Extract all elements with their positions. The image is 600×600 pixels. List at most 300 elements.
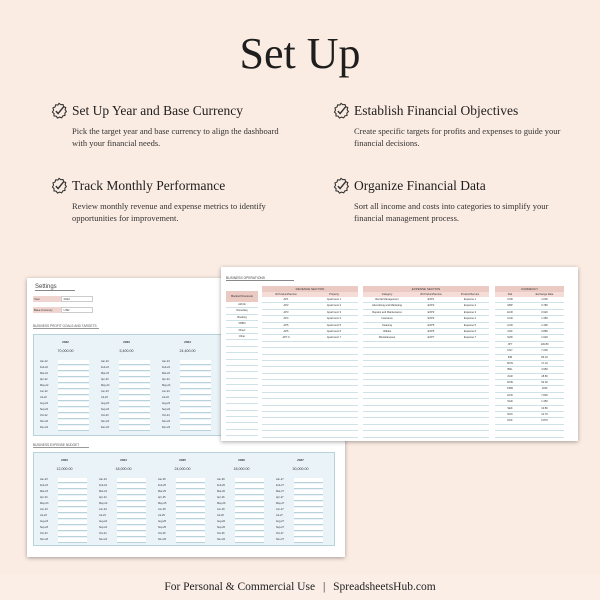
table-cell: [262, 418, 310, 423]
table-cell: 149.80: [540, 342, 549, 346]
month-label: Apr-26: [217, 496, 225, 499]
month-input[interactable]: [117, 478, 146, 483]
year-total: 12,000.00: [56, 467, 73, 471]
table-cell: [310, 431, 358, 436]
month-label: Jun-23: [40, 508, 48, 511]
month-label: Jun-22: [40, 390, 48, 393]
table-cell: EXP7: [427, 336, 435, 340]
month-label: Jul-27: [276, 514, 283, 517]
table-cell: EUR: [507, 310, 513, 314]
table-cell: [363, 418, 411, 423]
month-label: Feb-23: [40, 484, 48, 487]
table-cell: [363, 361, 411, 366]
currency-setting-row: [33, 307, 93, 313]
feature-title: Set Up Year and Base Currency: [72, 103, 243, 118]
table-row: Booking: [226, 315, 258, 321]
table-cell: [310, 399, 358, 404]
month-label: May-27: [276, 502, 285, 505]
month-label: Aug-23: [101, 402, 110, 405]
month-input[interactable]: [117, 496, 146, 501]
month-input[interactable]: [58, 408, 89, 413]
table-cell: [495, 438, 525, 441]
month-input[interactable]: [176, 490, 205, 495]
month-input[interactable]: [58, 360, 89, 365]
month-label: Jul-23: [40, 514, 47, 517]
currency-select[interactable]: USD: [61, 307, 93, 313]
year-select[interactable]: 2022: [61, 296, 93, 302]
table-cell: [310, 418, 358, 423]
revenue-product-header: ID Product/Service: [262, 292, 310, 297]
table-cell: Expense 4: [463, 317, 477, 321]
expense-service-header: Product/Service: [451, 292, 489, 297]
month-input[interactable]: [235, 502, 264, 507]
month-input[interactable]: [294, 532, 323, 537]
table-cell: [363, 367, 411, 372]
month-input[interactable]: [176, 532, 205, 537]
table-cell: [262, 367, 310, 372]
table-cell: [411, 431, 451, 436]
table-cell: [411, 393, 451, 398]
month-label: Oct-22: [40, 414, 48, 417]
month-label: Oct-27: [276, 532, 284, 535]
month-input[interactable]: [180, 396, 211, 401]
table-cell: [411, 438, 451, 441]
month-input[interactable]: [119, 402, 150, 407]
month-label: Nov-27: [276, 538, 285, 541]
month-input[interactable]: [119, 426, 150, 431]
month-input[interactable]: [58, 420, 89, 425]
table-cell: [262, 342, 310, 347]
month-input[interactable]: [176, 478, 205, 483]
table-cell: [363, 431, 411, 436]
month-input[interactable]: [176, 502, 205, 507]
table-cell: [451, 386, 489, 391]
footer-website[interactable]: SpreadsheetsHub.com: [333, 581, 436, 593]
table-cell: Apartment 1: [326, 298, 342, 301]
year-header: 2027: [297, 458, 304, 462]
table-cell: [363, 406, 411, 411]
table-cell: BRL: [507, 368, 513, 372]
table-cell: [363, 412, 411, 417]
table-cell: [411, 348, 451, 353]
month-input[interactable]: [235, 508, 264, 513]
table-cell: 0.780: [541, 304, 548, 308]
table-cell: Apartment 2: [326, 304, 342, 308]
table-cell: Insurance: [381, 317, 393, 321]
month-label: Sep-24: [99, 526, 108, 529]
month-input[interactable]: [119, 408, 150, 413]
table-cell: USD: [507, 298, 513, 301]
expense-section-table: [363, 286, 489, 441]
year-header: 2024: [184, 340, 191, 344]
month-input[interactable]: [294, 484, 323, 489]
month-label: Oct-23: [101, 414, 109, 417]
currency-label: Base Currency: [33, 307, 61, 313]
month-input[interactable]: [294, 514, 323, 519]
month-input[interactable]: [58, 526, 87, 531]
operations-title: BUSINESS OPERATIONS: [226, 276, 294, 281]
table-row: VRBO: [226, 321, 258, 327]
month-input[interactable]: [117, 508, 146, 513]
month-input[interactable]: [235, 538, 264, 543]
table-cell: [451, 425, 489, 430]
month-input[interactable]: [180, 420, 211, 425]
table-cell: EXP4: [427, 317, 435, 321]
month-input[interactable]: [58, 532, 87, 537]
table-cell: [451, 367, 489, 372]
footer: [0, 574, 600, 600]
month-label: Aug-27: [276, 520, 285, 523]
table-cell: SGD: [507, 400, 513, 404]
month-label: Dec-23: [101, 426, 110, 429]
month-input[interactable]: [58, 520, 87, 525]
table-cell: 4.950: [541, 368, 548, 372]
table-cell: 7.820: [541, 393, 548, 397]
month-input[interactable]: [58, 426, 89, 431]
month-input[interactable]: [58, 496, 87, 501]
month-input[interactable]: [117, 526, 146, 531]
table-row: [226, 436, 258, 441]
table-cell: Expense 3: [463, 310, 477, 314]
table-cell: [262, 393, 310, 398]
month-input[interactable]: [119, 378, 150, 383]
feature-title: Establish Financial Objectives: [354, 103, 519, 118]
month-input[interactable]: [119, 420, 150, 425]
feature-monthly-performance: [50, 177, 290, 224]
month-input[interactable]: [58, 384, 89, 389]
month-input[interactable]: [117, 484, 146, 489]
month-label: May-24: [99, 502, 108, 505]
month-input[interactable]: [294, 496, 323, 501]
month-input[interactable]: [117, 490, 146, 495]
month-input[interactable]: [58, 484, 87, 489]
table-cell: 0.920: [541, 310, 548, 314]
month-label: Jan-24: [162, 360, 170, 363]
year-header: 2023: [61, 458, 68, 462]
month-input[interactable]: [294, 478, 323, 483]
month-label: Jun-27: [276, 508, 284, 511]
table-cell: EXP2: [427, 304, 435, 308]
year-setting-row: [33, 296, 93, 302]
table-cell: 18.80: [541, 374, 548, 378]
table-cell: 17.10: [541, 361, 548, 365]
month-input[interactable]: [235, 478, 264, 483]
month-input[interactable]: [176, 484, 205, 489]
table-cell: [262, 399, 310, 404]
month-label: Jul-24: [162, 396, 169, 399]
table-cell: [262, 374, 310, 379]
table-cell: Miscellaneous: [378, 336, 396, 340]
table-cell: [411, 342, 451, 347]
month-input[interactable]: [117, 514, 146, 519]
table-cell: [262, 438, 310, 441]
table-cell: [262, 386, 310, 391]
month-input[interactable]: [176, 520, 205, 525]
month-input[interactable]: [235, 520, 264, 525]
month-input[interactable]: [58, 402, 89, 407]
year-total: 24,400.00: [179, 349, 196, 353]
month-label: Jan-23: [40, 478, 48, 481]
table-cell: [451, 380, 489, 385]
table-cell: [363, 380, 411, 385]
table-cell: Expense 2: [463, 304, 477, 308]
month-input[interactable]: [294, 526, 323, 531]
month-input[interactable]: [176, 514, 205, 519]
table-cell: [262, 425, 310, 430]
year-total: 5,400.00: [119, 349, 134, 353]
checkmark-badge-icon: [332, 177, 350, 195]
month-input[interactable]: [294, 538, 323, 543]
table-cell: Apartment 5: [326, 323, 342, 327]
table-cell: [525, 425, 564, 430]
banks-header: Banks/Channels: [226, 291, 258, 302]
table-cell: [310, 367, 358, 372]
month-input[interactable]: [58, 538, 87, 543]
year-header: 2025: [179, 458, 186, 462]
table-cell: [363, 438, 411, 441]
month-input[interactable]: [235, 490, 264, 495]
table-cell: Expense 6: [463, 329, 477, 333]
table-cell: AP2: [283, 304, 289, 308]
month-label: Sep-22: [40, 408, 49, 411]
month-input[interactable]: [58, 478, 87, 483]
month-label: Oct-26: [217, 532, 225, 535]
table-cell: [451, 342, 489, 347]
footer-license: For Personal & Commercial Use: [164, 581, 316, 593]
month-input[interactable]: [58, 508, 87, 513]
month-label: Mar-23: [101, 372, 109, 375]
month-input[interactable]: [180, 378, 211, 383]
table-cell: 1330: [541, 387, 548, 391]
month-input[interactable]: [58, 390, 89, 395]
table-cell: MXN: [507, 361, 513, 365]
table-cell: [262, 361, 310, 366]
table-cell: [310, 425, 358, 430]
month-label: Apr-23: [101, 378, 109, 381]
month-input[interactable]: [294, 502, 323, 507]
month-input[interactable]: [58, 514, 87, 519]
month-label: Aug-24: [162, 402, 171, 405]
year-total: 70,000.00: [57, 349, 74, 353]
table-cell: [411, 425, 451, 430]
table-cell: 10.80: [541, 406, 548, 410]
table-cell: [451, 431, 489, 436]
table-cell: [310, 412, 358, 417]
table-cell: [262, 431, 310, 436]
expense-budget-panel: [33, 452, 335, 546]
month-input[interactable]: [180, 366, 211, 371]
month-label: Jun-25: [158, 508, 166, 511]
month-label: Nov-24: [162, 420, 171, 423]
month-label: Mar-25: [158, 490, 166, 493]
month-input[interactable]: [180, 384, 211, 389]
month-label: Feb-23: [101, 366, 109, 369]
month-label: Feb-24: [162, 366, 170, 369]
table-cell: EXP6: [427, 329, 435, 333]
month-label: Jan-25: [158, 478, 166, 481]
month-input[interactable]: [235, 514, 264, 519]
month-input[interactable]: [58, 396, 89, 401]
table-cell: 0.880: [541, 329, 548, 333]
month-input[interactable]: [180, 372, 211, 377]
month-input[interactable]: [117, 502, 146, 507]
month-label: Nov-22: [40, 420, 49, 423]
month-input[interactable]: [176, 496, 205, 501]
table-row: [262, 438, 358, 441]
month-label: Mar-22: [40, 372, 48, 375]
footer-separator: |: [322, 581, 326, 593]
table-cell: [363, 374, 411, 379]
table-cell: AP3: [283, 310, 289, 314]
month-label: Apr-24: [162, 378, 170, 381]
month-input[interactable]: [180, 414, 211, 419]
table-cell: [495, 425, 525, 430]
rate-header: Exchange Rate: [525, 292, 564, 297]
table-cell: 6.870: [541, 419, 548, 423]
month-input[interactable]: [176, 526, 205, 531]
month-input[interactable]: [119, 396, 150, 401]
month-input[interactable]: [180, 426, 211, 431]
month-input[interactable]: [176, 508, 205, 513]
table-row: [495, 438, 564, 441]
month-label: May-23: [40, 502, 49, 505]
table-cell: HKD: [507, 393, 513, 397]
table-cell: [411, 418, 451, 423]
table-cell: [310, 348, 358, 353]
month-input[interactable]: [58, 502, 87, 507]
feature-financial-objectives: [332, 102, 562, 149]
table-cell: [525, 431, 564, 436]
month-input[interactable]: [58, 378, 89, 383]
feature-description: Pick the target year and base currency to align the dashboard with your financial needs.: [72, 126, 279, 148]
table-cell: EXP3: [427, 310, 435, 314]
table-cell: AUD: [507, 323, 513, 327]
month-input[interactable]: [235, 484, 264, 489]
year-header: 2023: [123, 340, 130, 344]
table-cell: AP7.0: [282, 336, 290, 340]
table-cell: [411, 406, 451, 411]
feature-title: Track Monthly Performance: [72, 178, 226, 193]
table-cell: [411, 380, 451, 385]
table-cell: Expense 7: [463, 336, 477, 340]
month-input[interactable]: [117, 532, 146, 537]
checkmark-badge-icon: [50, 177, 68, 195]
month-label: Sep-25: [158, 526, 167, 529]
month-input[interactable]: [235, 532, 264, 537]
month-label: Jan-23: [101, 360, 109, 363]
month-label: Nov-23: [101, 420, 110, 423]
month-label: Jan-24: [99, 478, 107, 481]
table-cell: [363, 386, 411, 391]
table-cell: [411, 386, 451, 391]
month-label: Jun-24: [162, 390, 170, 393]
currency-section-header: CURRENCY: [495, 286, 564, 292]
month-label: Sep-27: [276, 526, 285, 529]
month-label: Jan-27: [276, 478, 284, 481]
month-input[interactable]: [180, 408, 211, 413]
month-label: Nov-25: [158, 538, 167, 541]
table-cell: AP5: [283, 323, 289, 327]
table-cell: Apartment 6: [326, 329, 342, 333]
month-input[interactable]: [119, 360, 150, 365]
table-cell: NOK: [507, 413, 513, 417]
month-input[interactable]: [58, 366, 89, 371]
table-cell: 1.620: [541, 336, 548, 340]
table-cell: [262, 355, 310, 360]
month-input[interactable]: [119, 384, 150, 389]
month-input[interactable]: [119, 372, 150, 377]
table-cell: SEK: [507, 406, 513, 410]
table-cell: Apartment 3: [326, 310, 342, 314]
table-cell: Cleaning: [381, 323, 393, 327]
table-cell: [411, 367, 451, 372]
month-input[interactable]: [294, 508, 323, 513]
month-label: Apr-24: [99, 496, 107, 499]
month-label: Jul-24: [99, 514, 106, 517]
revenue-section-table: [262, 286, 358, 441]
month-input[interactable]: [294, 490, 323, 495]
month-input[interactable]: [176, 538, 205, 543]
month-input[interactable]: [58, 490, 87, 495]
month-input[interactable]: [180, 360, 211, 365]
month-input[interactable]: [58, 414, 89, 419]
year-total: 30,000.00: [292, 467, 309, 471]
month-label: Jun-24: [99, 508, 107, 511]
month-input[interactable]: [294, 520, 323, 525]
table-cell: [451, 361, 489, 366]
expense-section-header: EXPENSE SECTION: [363, 286, 489, 292]
expense-budget-section-title: BUSINESS EXPENSE BUDGET: [33, 443, 89, 448]
month-input[interactable]: [119, 390, 150, 395]
table-row: Other: [226, 334, 258, 340]
table-cell: 1.350: [541, 400, 548, 404]
table-cell: Advertising and Marketing: [372, 304, 402, 308]
year-header: 2022: [62, 340, 69, 344]
month-input[interactable]: [58, 372, 89, 377]
month-label: Oct-24: [162, 414, 170, 417]
table-cell: [310, 355, 358, 360]
month-label: Aug-24: [99, 520, 108, 523]
month-label: Sep-23: [40, 526, 49, 529]
table-cell: [451, 348, 489, 353]
month-input[interactable]: [180, 402, 211, 407]
table-cell: [363, 342, 411, 347]
table-cell: [451, 406, 489, 411]
table-cell: [310, 380, 358, 385]
table-cell: KRW: [506, 387, 513, 391]
month-input[interactable]: [235, 526, 264, 531]
table-cell: [451, 412, 489, 417]
table-cell: [363, 348, 411, 353]
table-cell: Expense 5: [463, 323, 477, 327]
table-cell: [451, 399, 489, 404]
year-total: 24,000.00: [174, 467, 191, 471]
month-input[interactable]: [117, 538, 146, 543]
table-cell: RUB: [507, 381, 513, 385]
month-label: Feb-22: [40, 366, 48, 369]
month-label: Mar-24: [99, 490, 107, 493]
month-input[interactable]: [117, 520, 146, 525]
table-cell: AP6: [283, 329, 289, 333]
month-label: Jun-26: [217, 508, 225, 511]
month-label: Jun-23: [101, 390, 109, 393]
month-input[interactable]: [119, 414, 150, 419]
month-label: Apr-27: [276, 496, 284, 499]
month-input[interactable]: [235, 496, 264, 501]
month-label: May-24: [162, 384, 171, 387]
month-input[interactable]: [119, 366, 150, 371]
month-input[interactable]: [180, 390, 211, 395]
